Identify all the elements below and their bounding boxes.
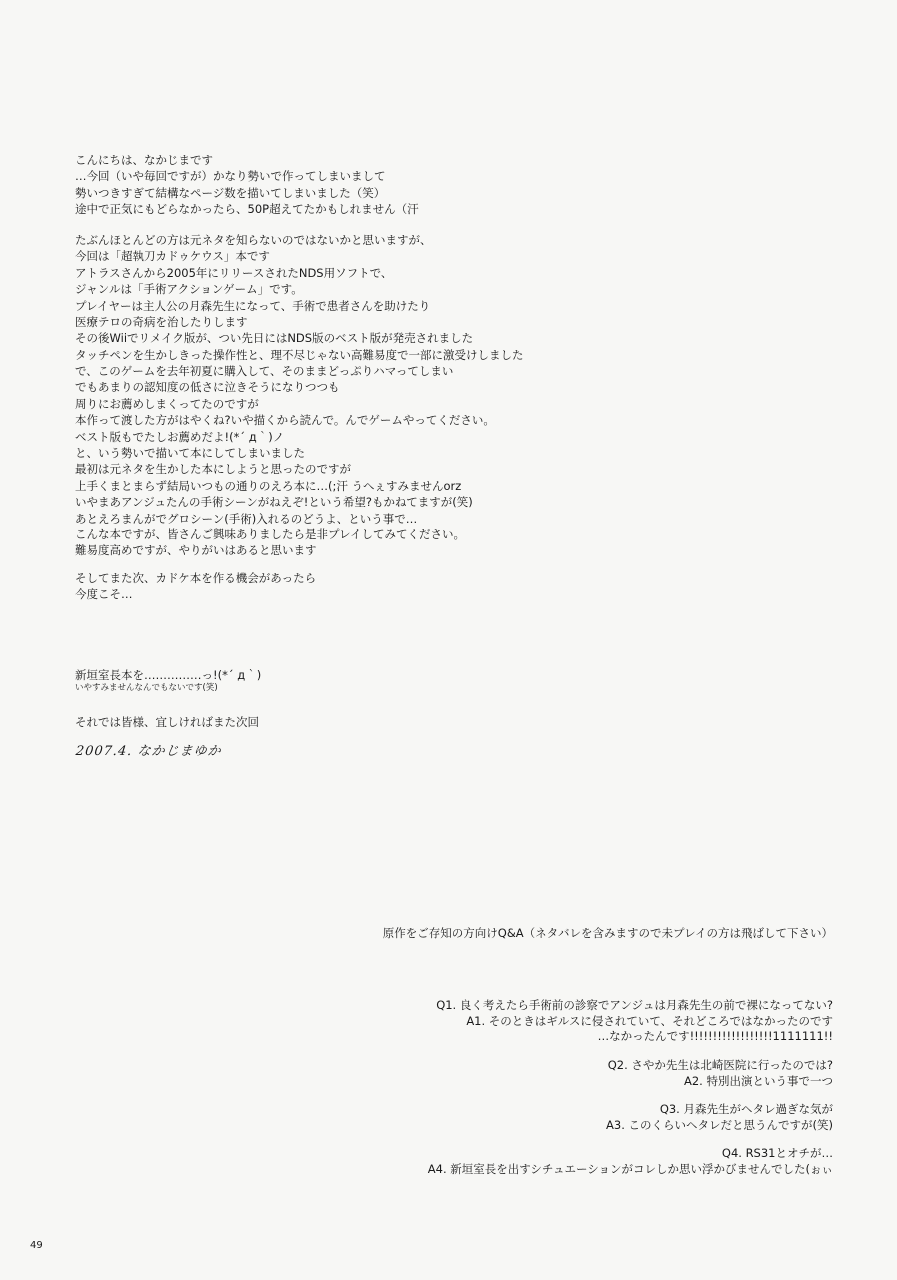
qa-question: Q2. さやか先生は北崎医院に行ったのでは? (607, 1058, 833, 1072)
text-line: と、いう勢いで描いて本にしてしまいました (75, 445, 305, 460)
aside-note (75, 667, 261, 694)
text-line: 勢いつきすぎて結構なページ数を描いてしまいました（笑） (75, 185, 386, 200)
qa-answer: A4. 新垣室長を出すシチュエーションがコレしか思い浮かびませんでした(ぉぃ (427, 1161, 833, 1176)
text-line: でもあまりの認知度の低さに泣きそうになりつつも (75, 380, 340, 395)
text-line: 今度こそ… (75, 587, 133, 602)
text-line: タッチペンを生かしきった操作性と、理不尽じゃない高難易度で一部に激受けしました (75, 347, 524, 362)
qa-answer: A3. このくらいヘタレだと思うんですが(笑) (606, 1117, 833, 1132)
qa-item (436, 998, 833, 1045)
text-line: 難易度高めですが、やりがいはあると思います (75, 543, 317, 558)
text-line: 上手くまとまらず結局いつもの通りのえろ本に…(;汗 うへぇすみませんorz (75, 478, 462, 493)
qa-answer: A2. 特別出演という事で一つ (684, 1073, 833, 1088)
text-line: 周りにお薦めしまくってたのですが (75, 396, 259, 411)
text-line: そしてまた次、カドケ本を作る機会があったら (75, 571, 317, 585)
qa-item (606, 1102, 833, 1133)
text-line: 途中で正気にもどらなかったら、50P超えてたかもしれません（汗 (75, 202, 419, 217)
text-line: その後Wiiでリメイク版が、つい先日にはNDS版のベスト版が発売されました (75, 331, 474, 346)
text-line: ベスト版もでたしお薦めだよ!(*´ д｀)ノ (75, 429, 285, 444)
text-line: 医療テロの奇病を治したりします (75, 314, 248, 329)
text-line: プレイヤーは主人公の月森先生になって、手術で患者さんを助けたり (75, 298, 431, 313)
text-line: いやまあアンジュたんの手術シーンがねえぞ!という希望?もかねてますが(笑) (75, 495, 473, 510)
story-paragraph (75, 363, 495, 527)
text-line: …今回（いや毎回ですが）かなり勢いで作ってしまいまして (75, 169, 386, 184)
next-paragraph (75, 570, 316, 603)
intro-paragraph (75, 152, 419, 218)
text-line: 最初は元ネタを生かした本にしようと思ったのですが (75, 462, 351, 477)
qa-question: Q1. 良く考えたら手術前の診察でアンジュは月森先生の前で裸になってない? (436, 998, 833, 1012)
closing-line: それでは皆様、宜しければまた次回 (75, 715, 259, 729)
text-line: たぶんほとんどの方は元ネタを知らないのではないかと思いますが、 (75, 233, 432, 247)
qa-item (428, 1146, 833, 1177)
page-number: 49 (30, 1240, 43, 1251)
qa-answer: …なかったんです!!!!!!!!!!!!!!!!!!1111111!! (597, 1029, 833, 1043)
qa-item (608, 1058, 833, 1089)
qa-question: Q4. RS31とオチが… (721, 1146, 833, 1160)
aside-main: 新垣室長本を……………っ!(*´ д｀) (75, 668, 262, 682)
text-line: 今回は「超執刀カドゥケウス」本です (75, 249, 270, 264)
text-line: ジャンルは「手術アクションゲーム」です。 (75, 282, 303, 297)
qa-question: Q3. 月森先生がヘタレ過ぎな気が (659, 1102, 833, 1116)
qa-answer: A1. そのときはギルスに侵されていて、それどころではなかったのです (466, 1013, 833, 1028)
text-line: アトラスさんから2005年にリリースされたNDS用ソフトで、 (75, 265, 393, 280)
text-line: 本作って渡した方がはやくね?いや描くから読んで。んでゲームやってください。 (75, 413, 495, 428)
text-line: で、このゲームを去年初夏に購入して、そのままどっぷりハマってしまい (75, 364, 454, 378)
recommend-paragraph (75, 526, 465, 559)
qa-heading: 原作をご存知の方向けQ&A（ネタバレを含みますので未プレイの方は飛ばして下さい） (382, 926, 833, 940)
text-line: こんにちは、なかじまです (75, 153, 213, 167)
signature: 2007.4. なかじまゆか (75, 744, 223, 759)
aside-small: いやすみませんなんでもないです(笑) (75, 683, 218, 693)
about-paragraph (75, 232, 524, 363)
text-line: こんな本ですが、皆さんご興味ありましたら是非プレイしてみてください。 (75, 527, 465, 541)
text-line: あとえろまんがでグロシーン(手術)入れるのどうよ、という事で… (75, 511, 418, 526)
